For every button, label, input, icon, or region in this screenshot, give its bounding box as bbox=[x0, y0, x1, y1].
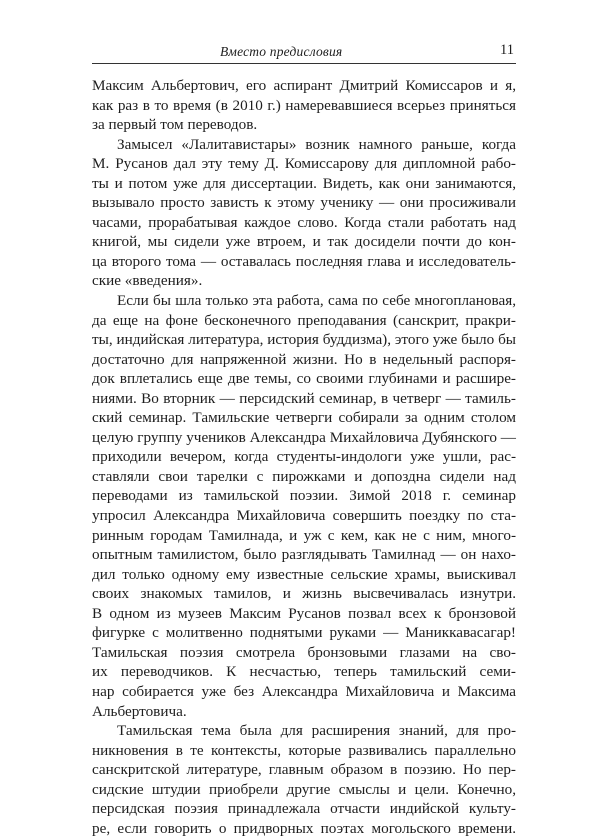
text-line: своих знакомых тамилов, и жизнь высвечивалась изнутри. bbox=[92, 585, 516, 603]
text-line: вызывало просто зависть к этому ученику — они просиживали bbox=[92, 194, 516, 212]
text-line: персидская поэзия принадлежала отчасти индийской культу- bbox=[92, 800, 516, 818]
body-text bbox=[92, 76, 516, 838]
running-title: Вместо предисловия bbox=[220, 44, 343, 59]
text-line: как раз в то время (в 2010 г.) намеревавшиеся всерьез приняться bbox=[92, 96, 516, 114]
text-line: В одном из музеев Максим Русанов позвал всех к бронзовой bbox=[92, 604, 516, 622]
page-header bbox=[92, 40, 516, 62]
text-line: Максим Альбертович, его аспирант Дмитрий Комиссаров и я, bbox=[92, 77, 516, 94]
text-line: дил только одному ему известные сельские храмы, выискивал bbox=[92, 565, 516, 583]
text-line: ниями. Во вторник — персидский семинар, в четверг — тамиль- bbox=[92, 389, 516, 407]
header-rule bbox=[92, 63, 516, 64]
text-line: ринным городам Тамилнада, и уж с кем, как не с ним, много- bbox=[92, 526, 516, 544]
text-line: ты и потом уже для диссертации. Видеть, как они занимаются, bbox=[92, 174, 516, 192]
text-line: книгой, мы сидели уже втроем, и так досидели почти до кон- bbox=[92, 233, 516, 251]
text-line: за первый том переводов. bbox=[92, 116, 258, 134]
text-line: ца второго тома — оставалась последняя глава и исследователь- bbox=[92, 252, 516, 270]
text-line: приходили вечером, когда студенты-индологи уже ушли, рас- bbox=[92, 448, 516, 466]
text-line: целую группу учеников Александра Михайловича Дубянского — bbox=[92, 428, 516, 446]
text-line: М. Русанов дал эту тему Д. Комиссарову для дипломной рабо- bbox=[92, 155, 516, 173]
text-line: ский семинар. Тамильские четверги собирали за одним столом bbox=[92, 409, 516, 427]
page-number: 11 bbox=[500, 42, 514, 58]
text-line: санскритской литературе, главным образом в поэзию. Но пер- bbox=[92, 761, 516, 779]
text-line: сидские штудии приобрели другие смыслы и цели. Конечно, bbox=[92, 780, 516, 798]
text-line: никновения в те контексты, которые развивались параллельно bbox=[92, 741, 516, 759]
text-line: Тамильская поэзия смотрела бронзовыми глазами на сво- bbox=[92, 643, 516, 661]
text-line: ские «введения». bbox=[92, 272, 203, 290]
text-line: ре, если говорить о придворных поэтах могольского времени. bbox=[92, 819, 516, 837]
text-line: упросил Александра Михайловича совершить поездку по ста- bbox=[92, 507, 516, 525]
text-line: достаточно для напряженной жизни. Но в недельный распоря- bbox=[92, 350, 516, 368]
text-line: Тамильская тема была для расширения знаний, для про- bbox=[117, 722, 516, 740]
text-line: ты, индийская литература, история буддизма), этого уже было бы bbox=[92, 331, 516, 349]
text-line: да еще на фоне бесконечного преподавания (санскрит, пракри- bbox=[92, 311, 516, 329]
text-line: опытным тамилистом, было разглядывать Тамилнад — он нахо- bbox=[92, 546, 516, 564]
text-line: их переводчиков. К несчастью, теперь тамильский семи- bbox=[92, 663, 516, 681]
text-line: переводами из тамильской поэзии. Зимой 2018 г. семинар bbox=[92, 487, 516, 505]
text-line: Альбертовича. bbox=[92, 702, 187, 720]
text-line: Замысел «Лалитавистары» возник намного раньше, когда bbox=[117, 135, 516, 153]
text-line: ставляли свои тарелки с пирожками и допоздна сидели над bbox=[92, 467, 516, 485]
text-line: часами, прорабатывая каждое слово. Когда стали работать над bbox=[92, 213, 516, 231]
text-line: Если бы шла только эта работа, сама по себе многоплановая, bbox=[117, 292, 516, 310]
text-line: док вплетались еще две темы, со своими глубинами и расшире- bbox=[92, 370, 516, 388]
text-line: нар собирается уже без Александра Михайловича и Максима bbox=[92, 682, 516, 700]
text-line: фигурке с молитвенно поднятыми руками — Маниккавасагар! bbox=[92, 624, 516, 642]
